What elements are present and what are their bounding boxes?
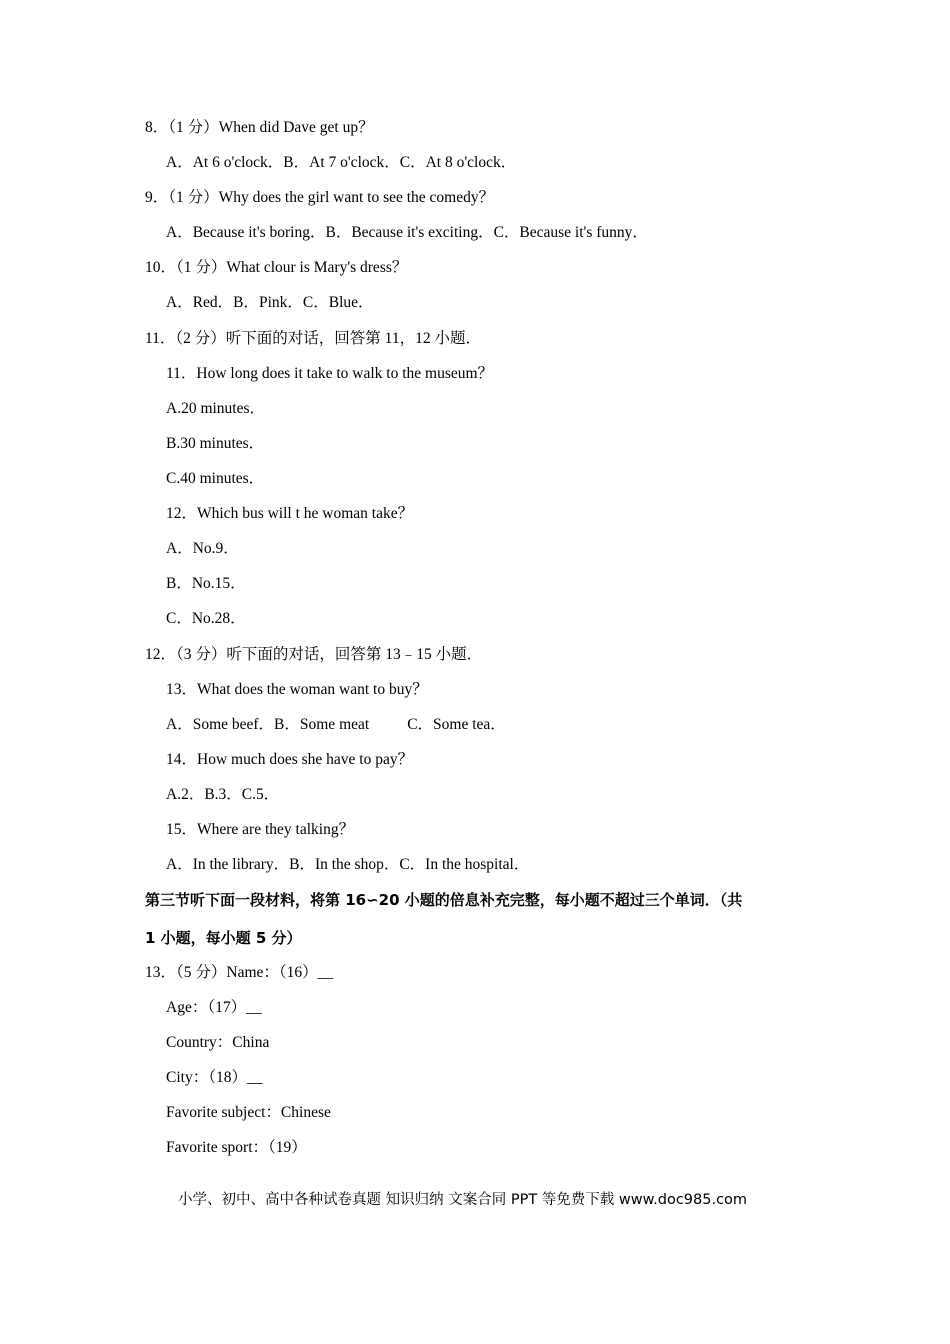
question-12: 12．（3 分）听下面的对话，回答第 13﹣15 小题．: [145, 646, 483, 663]
option-12-a: A．No.9．: [166, 540, 239, 557]
sub-question-11: 11．How long does it take to walk to the museum？: [166, 365, 494, 382]
form-favorite-sport: Favorite sport：（19）: [166, 1139, 307, 1156]
option-11-a: A.20 minutes．: [166, 400, 266, 417]
question-9-options: A．Because it's boring．B．Because it's exciting．C．Because it's funny．: [166, 224, 648, 241]
question-14-options: A.2．B.3．C.5．: [166, 786, 280, 803]
question-13-options: [166, 715, 506, 735]
form-age: Age：（17）__: [166, 999, 262, 1016]
question-9: 9．（1 分）Why does the girl want to see the comedy？: [145, 189, 495, 206]
question-13-form: 13．（5 分）Name：（16）__: [145, 964, 334, 981]
option-13-c: C．Some tea．: [407, 716, 506, 733]
page-footer: 小学、初中、高中各种试卷真题 知识归纳 文案合同 PPT 等免费下载 www.doc985.com: [178, 1192, 748, 1208]
form-city: City：（18）__: [166, 1069, 263, 1086]
option-11-b: B.30 minutes．: [166, 435, 265, 452]
question-15-options: A．In the library．B．In the shop．C．In the hospital．: [166, 856, 530, 873]
form-country: Country：China: [166, 1034, 270, 1051]
question-10: 10．（1 分）What clour is Mary's dress？: [145, 259, 408, 276]
section-3-heading-line2: 1 小题，每小题 5 分）: [145, 929, 302, 947]
sub-question-12: 12．Which bus will t he woman take？: [166, 505, 414, 522]
option-12-c: C．No.28．: [166, 610, 246, 627]
sub-question-15: 15．Where are they talking？: [166, 821, 355, 838]
option-11-c: C.40 minutes．: [166, 470, 265, 487]
question-8: 8．（1 分）When did Dave get up？: [145, 119, 374, 136]
option-13-ab: A．Some beef．B．Some meat: [166, 716, 370, 733]
question-10-options: A．Red．B．Pink．C．Blue．: [166, 294, 374, 311]
form-favorite-subject: Favorite subject：Chinese: [166, 1104, 331, 1121]
option-12-b: B．No.15．: [166, 575, 246, 592]
section-3-heading-line1: 第三节听下面一段材料，将第 16∽20 小题的倍息补充完整，每小题不超过三个单词．（共: [145, 891, 743, 909]
sub-question-13: 13．What does the woman want to buy？: [166, 681, 428, 698]
sub-question-14: 14．How much does she have to pay？: [166, 751, 414, 768]
question-11: 11．（2 分）听下面的对话，回答第 11，12 小题．: [145, 330, 481, 347]
question-8-options: A．At 6 o'clock．B．At 7 o'clock．C．At 8 o'clock．: [166, 154, 517, 171]
